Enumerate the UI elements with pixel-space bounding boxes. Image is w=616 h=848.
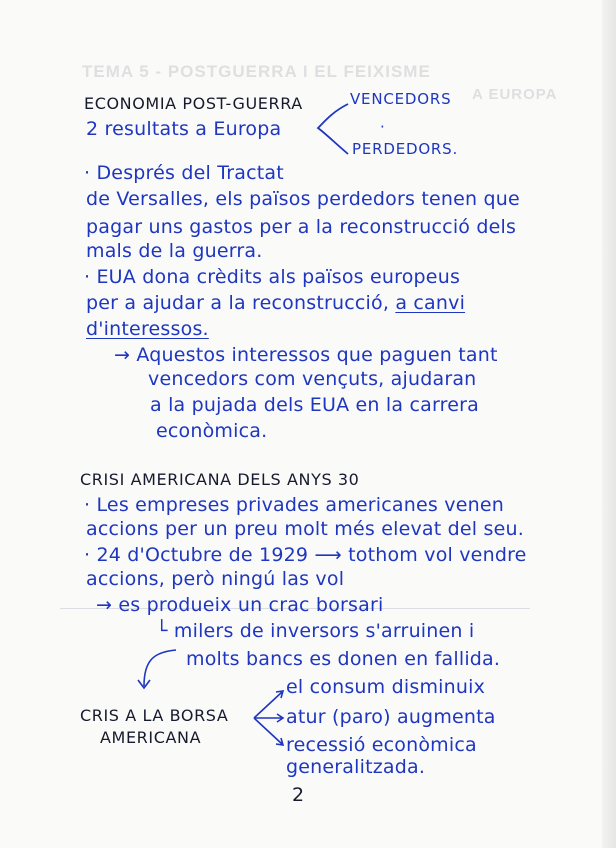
line-despres: · Després del Tractat [84, 162, 284, 184]
page-edge [602, 0, 616, 848]
line-milers: └ milers de inversors s'arruinen i [156, 620, 475, 642]
line-aquestos: → Aquestos interessos que paguen tant [114, 344, 498, 366]
page-number: 2 [292, 784, 305, 806]
brace-resultats [314, 102, 354, 158]
line-pujada: a la pujada dels EUA en la carrera [150, 394, 479, 416]
ghost-subtitle: A EUROPA [472, 86, 558, 103]
effect-generalitzada: generalitzada. [286, 756, 426, 778]
line-ajudar-canvi: a canvi [395, 292, 466, 314]
crisis-label-line2: AMERICANA [100, 728, 202, 747]
bullet-dot: · [380, 118, 385, 136]
line-economica: econòmica. [156, 420, 268, 442]
label-perdedors: PERDEDORS. [352, 140, 459, 158]
label-vencedors: VENCEDORS [350, 90, 452, 108]
ghost-title: TEMA 5 - POSTGUERRA I EL FEIXISME [82, 62, 431, 81]
line-crac: → es produeix un crac borsari [96, 594, 384, 616]
section-heading-economia: ECONOMIA POST-GUERRA [84, 94, 303, 113]
line-pagar: pagar uns gastos per a la reconstrucció dels [86, 216, 517, 238]
line-bancs: molts bancs es donen en fallida. [186, 648, 501, 670]
effect-consum: el consum disminuix [286, 676, 486, 698]
line-empreses: · Les empreses privades americanes venen [84, 494, 504, 516]
line-resultats: 2 resultats a Europa [86, 118, 282, 140]
effect-atur: atur (paro) augmenta [286, 706, 496, 728]
line-vencedors: vencedors com vençuts, ajudaran [148, 368, 477, 390]
section-heading-crisi: CRISI AMERICANA DELS ANYS 30 [80, 470, 360, 489]
arrow-down [132, 646, 182, 692]
line-ajudar-text: per a ajudar a la reconstrucció, [86, 292, 396, 314]
line-mals: mals de la guerra. [86, 240, 263, 262]
line-octubre: · 24 d'Octubre de 1929 ⟶ tothom vol vendre [84, 544, 527, 566]
line-accions-preu: accions per un preu molt més elevat del seu. [86, 518, 524, 540]
line-ajudar [86, 292, 465, 314]
crisis-label-line1: CRIS A LA BORSA [80, 706, 229, 725]
arrows-effects [250, 686, 290, 750]
line-accions-ningu: accions, però ningú las vol [86, 568, 345, 590]
effect-recessio: recessió econòmica [286, 734, 477, 756]
line-interessos: d'interessos. [86, 318, 209, 340]
line-versalles: de Versalles, els països perdedors tenen que [86, 188, 520, 210]
line-eua: · EUA dona crèdits als països europeus [84, 266, 461, 288]
